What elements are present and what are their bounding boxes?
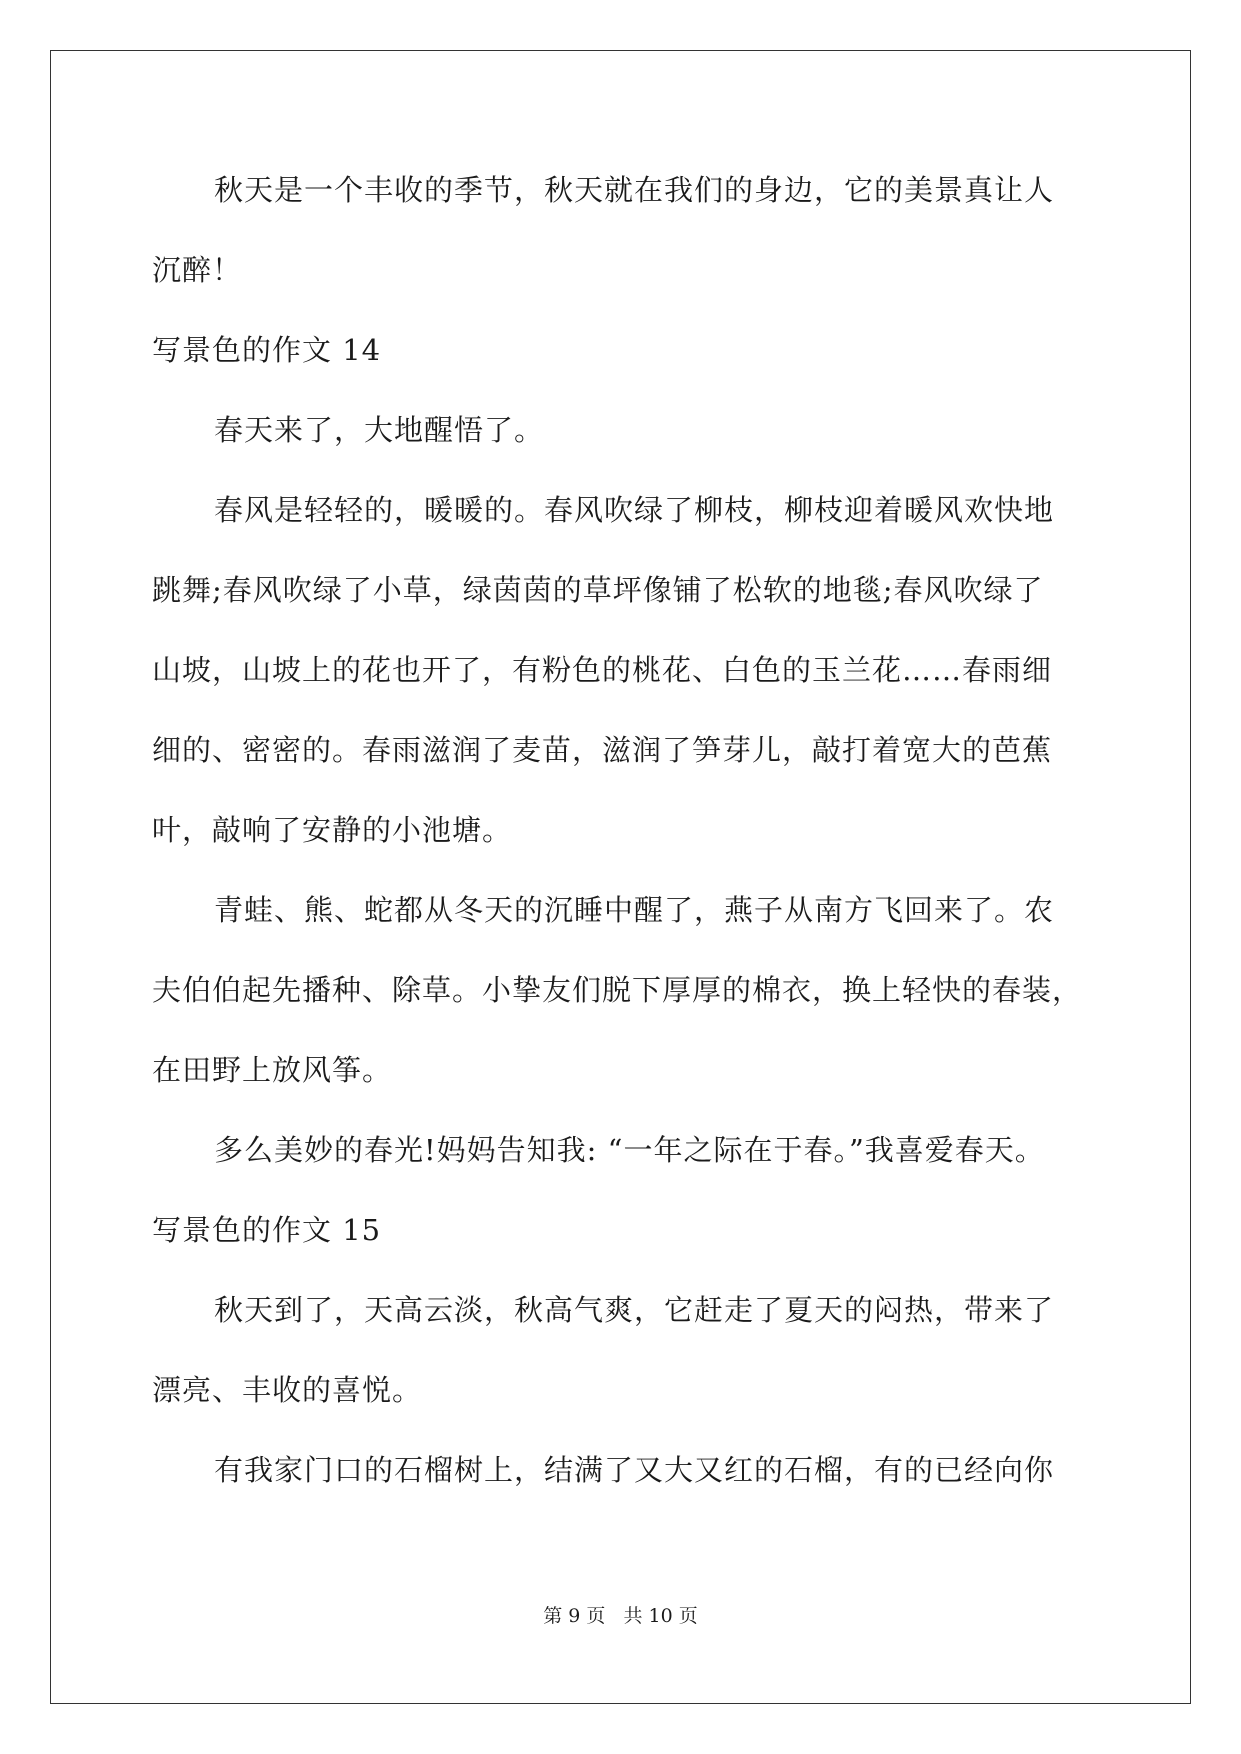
body-line: 跳舞;春风吹绿了小草，绿茵茵的草坪像铺了松软的地毯;春风吹绿了 — [152, 573, 1044, 607]
section-heading: 写景色的作文 14 — [152, 333, 382, 367]
body-line: 细的、密密的。春雨滋润了麦苗，滋润了笋芽儿，敲打着宽大的芭蕉 — [152, 733, 1053, 767]
body-line: 沉醉！ — [152, 253, 243, 287]
page-footer: 第 9 页 共 10 页 — [543, 1605, 698, 1627]
body-line: 漂亮、丰收的喜悦。 — [152, 1373, 423, 1407]
body-line: 秋天到了，天高云淡，秋高气爽，它赶走了夏天的闷热，带来了 — [214, 1293, 1055, 1327]
body-line: 山坡，山坡上的花也开了，有粉色的桃花、白色的玉兰花……春雨细 — [152, 653, 1053, 687]
body-line: 春风是轻轻的，暖暖的。春风吹绿了柳枝，柳枝迎着暖风欢快地 — [214, 493, 1055, 527]
body-line: 夫伯伯起先播种、除草。小挚友们脱下厚厚的棉衣，换上轻快的春装， — [152, 973, 1083, 1007]
body-line: 秋天是一个丰收的季节，秋天就在我们的身边，它的美景真让人 — [214, 173, 1055, 207]
body-line: 有我家门口的石榴树上，结满了又大又红的石榴，有的已经向你 — [214, 1453, 1055, 1487]
body-line: 青蛙、熊、蛇都从冬天的沉睡中醒了，燕子从南方飞回来了。农 — [214, 893, 1055, 927]
body-line: 春天来了，大地醒悟了。 — [214, 413, 545, 447]
body-line: 叶，敲响了安静的小池塘。 — [152, 813, 513, 847]
section-heading: 写景色的作文 15 — [152, 1213, 382, 1247]
body-line: 在田野上放风筝。 — [152, 1053, 393, 1087]
body-line: 多么美妙的春光!妈妈告知我: “一年之际在于春。”我喜爱春天。 — [214, 1133, 1045, 1167]
